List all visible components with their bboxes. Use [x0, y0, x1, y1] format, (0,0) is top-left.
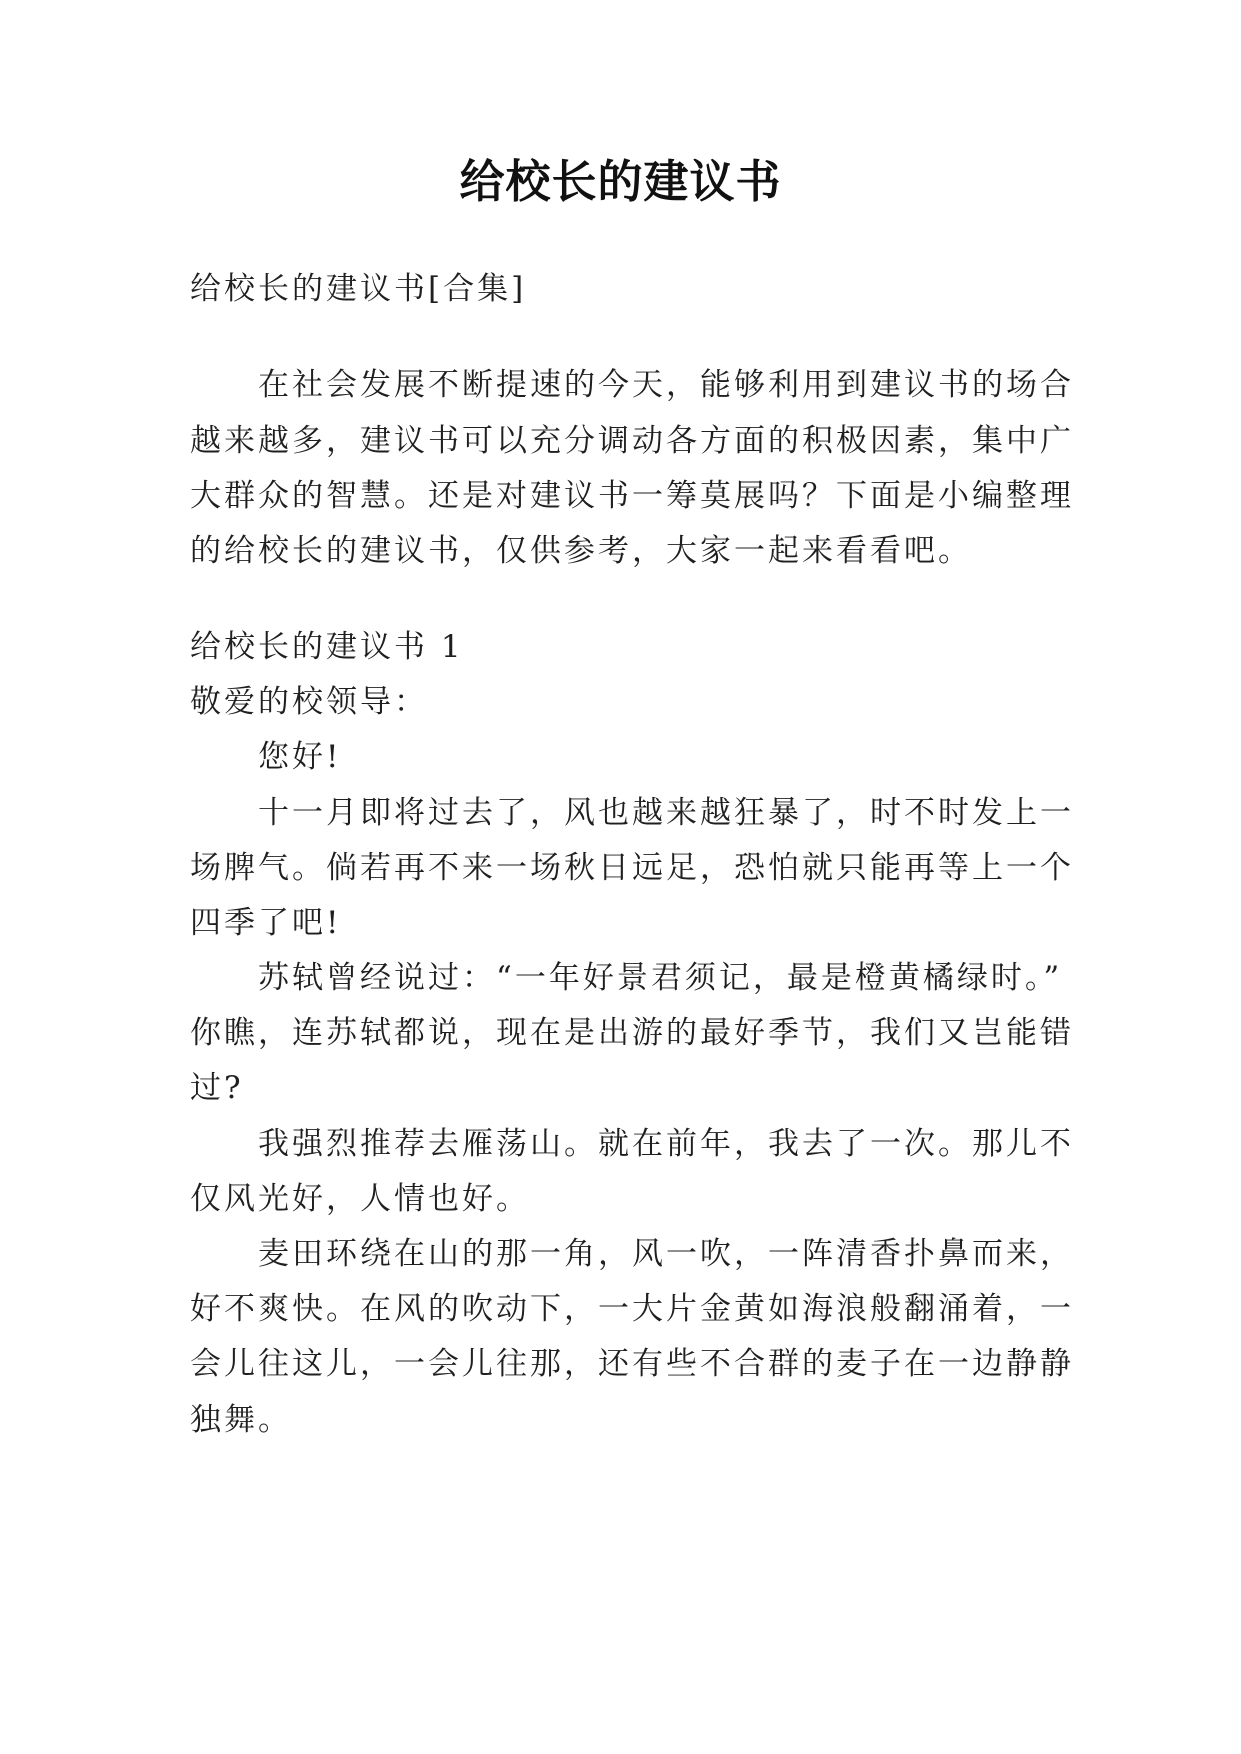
body-line: 场脾气。倘若再不来一场秋日远足，恐怕就只能再等上一个: [190, 850, 1074, 886]
body-line: 我强烈推荐去雁荡山。就在前年，我去了一次。那儿不: [190, 1126, 1074, 1162]
body-line: 苏轼曾经说过：“一年好景君须记，最是橙黄橘绿时。”: [190, 960, 1063, 996]
body-line: 四季了吧!: [190, 905, 342, 941]
intro-line-3: 大群众的智慧。还是对建议书一筹莫展吗？下面是小编整理: [190, 478, 1074, 514]
intro-line-2: 越来越多，建议书可以充分调动各方面的积极因素，集中广: [190, 423, 1074, 459]
body-line: 会儿往这儿，一会儿往那，还有些不合群的麦子在一边静静: [190, 1346, 1074, 1382]
intro-line-1: 在社会发展不断提速的今天，能够利用到建议书的场合: [190, 367, 1074, 403]
body-line: 独舞。: [190, 1402, 292, 1438]
intro-line-4: 的给校长的建议书，仅供参考，大家一起来看看吧。: [190, 533, 972, 569]
body-line: 好不爽快。在风的吹动下，一大片金黄如海浪般翻涌着，一: [190, 1291, 1074, 1327]
section-heading: 给校长的建议书 1: [190, 629, 464, 665]
body-line: 你瞧，连苏轼都说，现在是出游的最好季节，我们又岂能错: [190, 1015, 1074, 1051]
body-line: 过?: [190, 1070, 244, 1106]
greeting-line: 您好!: [190, 739, 342, 775]
document-title: 给校长的建议书: [459, 155, 782, 208]
subtitle-line: 给校长的建议书[合集]: [190, 271, 527, 307]
body-line: 仅风光好，人情也好。: [190, 1181, 530, 1217]
body-line: 麦田环绕在山的那一角，风一吹，一阵清香扑鼻而来，: [190, 1236, 1074, 1272]
body-line: 十一月即将过去了，风也越来越狂暴了，时不时发上一: [190, 795, 1074, 831]
salutation-line: 敬爱的校领导：: [190, 684, 428, 720]
